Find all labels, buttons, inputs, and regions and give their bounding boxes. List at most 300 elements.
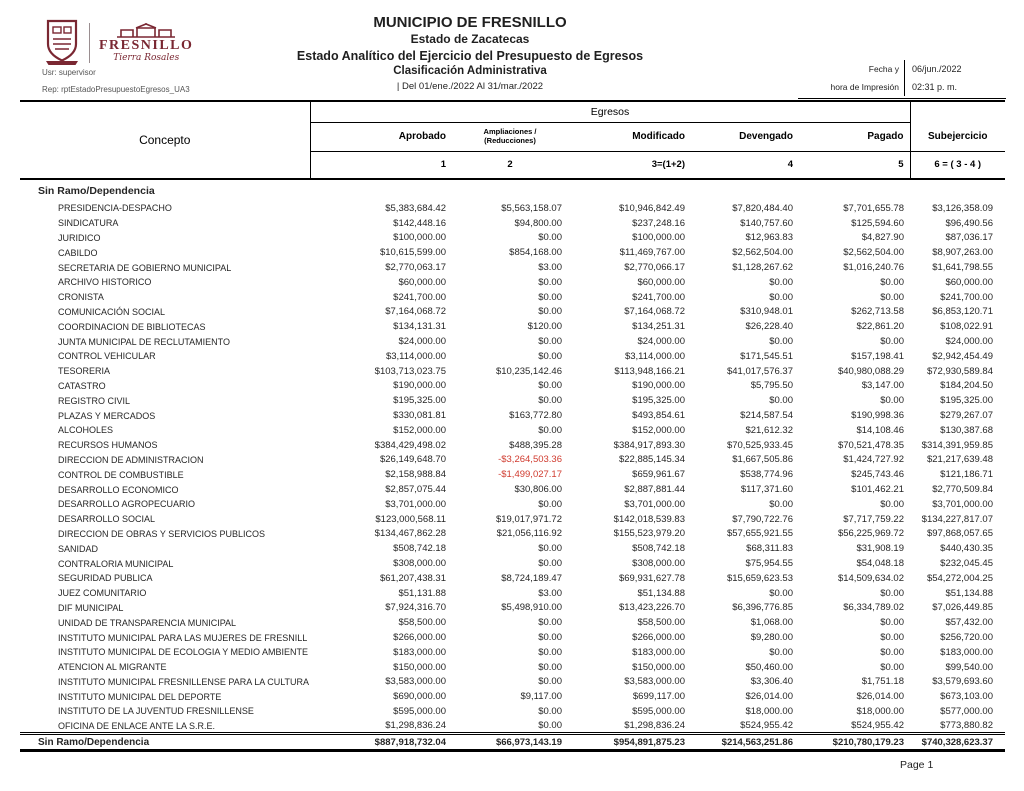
print-date-value: 06/jun./2022 bbox=[904, 60, 1006, 78]
row-value: $7,164,068.72 bbox=[385, 306, 446, 318]
col-number-5: 5 bbox=[796, 151, 910, 179]
col-header-subejercicio: Subejercicio bbox=[910, 122, 1005, 151]
row-value: $6,334,789.02 bbox=[843, 602, 904, 614]
col-number-3: 3=(1+2) bbox=[565, 151, 688, 179]
row-value: $183,000.00 bbox=[632, 646, 685, 658]
row-value: $0.00 bbox=[880, 632, 904, 643]
row-value: $5,383,684.42 bbox=[385, 202, 446, 214]
row-value: $245,743.46 bbox=[851, 469, 904, 481]
table-row bbox=[20, 719, 1005, 734]
row-value: $41,017,576.37 bbox=[726, 365, 793, 377]
row-value: $155,523,979.20 bbox=[613, 528, 685, 540]
row-value: $314,391,959.85 bbox=[921, 439, 993, 451]
table-row bbox=[20, 201, 1005, 216]
row-value: $2,942,454.49 bbox=[932, 350, 993, 362]
row-value: $31,908.19 bbox=[856, 543, 904, 555]
concept-column-header: Concepto bbox=[20, 101, 310, 179]
table-row bbox=[20, 689, 1005, 704]
row-concept: ALCOHOLES bbox=[58, 425, 114, 436]
row-concept: DIF MUNICIPAL bbox=[58, 602, 124, 613]
row-value: $2,857,075.44 bbox=[385, 484, 446, 496]
row-value: $3.00 bbox=[538, 587, 562, 599]
row-value: $2,562,504.00 bbox=[843, 247, 904, 259]
col-header-aprobado: Aprobado bbox=[398, 131, 446, 142]
row-value: $6,396,776.85 bbox=[732, 602, 793, 614]
row-value: $54,048.18 bbox=[856, 558, 904, 570]
row-concept: SEGURIDAD PUBLICA bbox=[58, 573, 153, 584]
row-value: $24,000.00 bbox=[398, 336, 446, 348]
row-value: $0.00 bbox=[538, 395, 562, 407]
row-value: $120.00 bbox=[527, 321, 562, 333]
row-value: $0.00 bbox=[538, 336, 562, 348]
col-number-6: 6 = ( 3 - 4 ) bbox=[910, 151, 1005, 179]
table-row bbox=[20, 319, 1005, 334]
col-number-2: 2 bbox=[455, 151, 565, 179]
row-value: $241,700.00 bbox=[632, 291, 685, 303]
total-aprobado: $887,918,732.04 bbox=[310, 734, 455, 751]
row-value: $0.00 bbox=[538, 498, 562, 510]
row-value: $7,026,449.85 bbox=[932, 602, 993, 614]
row-value: $134,467,862.28 bbox=[374, 528, 446, 540]
table-row bbox=[20, 334, 1005, 349]
row-value: $1,068.00 bbox=[750, 617, 793, 629]
col-header-ampliaciones bbox=[455, 122, 565, 151]
row-value: $308,000.00 bbox=[393, 558, 446, 570]
report-title: Estado Analítico del Ejercicio del Presupuesto de Egresos bbox=[296, 49, 644, 64]
title-block bbox=[170, 14, 770, 93]
building-icon bbox=[115, 23, 177, 38]
row-value: $5,795.50 bbox=[750, 380, 793, 392]
row-value: $0.00 bbox=[769, 395, 793, 407]
row-value: $0.00 bbox=[769, 646, 793, 658]
row-value: $12,963.83 bbox=[745, 232, 793, 244]
row-value: $673,103.00 bbox=[940, 691, 993, 703]
total-modificado: $954,891,875.23 bbox=[565, 734, 688, 751]
row-value: $0.00 bbox=[880, 336, 904, 348]
print-date-label: Fecha y bbox=[868, 64, 899, 74]
table-row bbox=[20, 423, 1005, 438]
row-value: $183,000.00 bbox=[393, 646, 446, 658]
row-value: $21,056,116.92 bbox=[496, 528, 562, 540]
row-value: $0.00 bbox=[880, 587, 904, 599]
row-value: $3,114,000.00 bbox=[385, 350, 446, 362]
row-value: $1,751.18 bbox=[861, 676, 904, 688]
row-value: $190,000.00 bbox=[393, 380, 446, 392]
row-value: $7,924,316.70 bbox=[385, 602, 446, 614]
row-value: $21,612.32 bbox=[745, 424, 793, 436]
row-value: $69,931,627.78 bbox=[618, 572, 685, 584]
row-value: $241,700.00 bbox=[393, 291, 446, 303]
row-concept: CONTROL DE COMBUSTIBLE bbox=[58, 469, 184, 480]
table-row bbox=[20, 497, 1005, 512]
row-concept: JURIDICO bbox=[58, 232, 101, 243]
row-concept: DIRECCION DE ADMINISTRACION bbox=[58, 454, 204, 465]
row-value: $1,298,836.24 bbox=[624, 720, 685, 732]
row-value: $61,207,438.31 bbox=[379, 572, 446, 584]
row-value: $237,248.16 bbox=[632, 217, 685, 229]
row-value: $773,880.82 bbox=[940, 720, 993, 732]
row-value: $330,081.81 bbox=[393, 410, 446, 422]
print-time-value: 02:31 p. m. bbox=[904, 78, 1006, 96]
row-value: $152,000.00 bbox=[632, 424, 685, 436]
row-value: $171,545.51 bbox=[740, 350, 793, 362]
logo-divider bbox=[89, 23, 90, 63]
table-row bbox=[20, 349, 1005, 364]
row-value: $241,700.00 bbox=[940, 291, 993, 303]
row-value: $0.00 bbox=[538, 676, 562, 688]
table-row bbox=[20, 438, 1005, 453]
table-row bbox=[20, 260, 1005, 275]
row-value: $7,164,068.72 bbox=[624, 306, 685, 318]
row-value: $142,018,539.83 bbox=[613, 513, 685, 525]
row-value: $19,017,971.72 bbox=[495, 513, 562, 525]
row-value: $60,000.00 bbox=[398, 276, 446, 288]
row-value: $140,757.60 bbox=[740, 217, 793, 229]
row-value: $125,594.60 bbox=[851, 217, 904, 229]
row-value: $2,887,881.44 bbox=[624, 484, 685, 496]
row-value: $0.00 bbox=[538, 350, 562, 362]
table-row bbox=[20, 305, 1005, 320]
row-value: $184,204.50 bbox=[940, 380, 993, 392]
row-value: $7,717,759.22 bbox=[843, 513, 904, 525]
row-value: $0.00 bbox=[880, 646, 904, 658]
row-value: $50,460.00 bbox=[745, 661, 793, 673]
table-row bbox=[20, 290, 1005, 305]
table-row bbox=[20, 660, 1005, 675]
table-row bbox=[20, 541, 1005, 556]
row-concept: RECURSOS HUMANOS bbox=[58, 440, 158, 451]
row-concept: PLAZAS Y MERCADOS bbox=[58, 410, 156, 421]
print-time-row bbox=[798, 78, 1006, 96]
row-value: $94,800.00 bbox=[514, 217, 562, 229]
row-value: $108,022.91 bbox=[940, 321, 993, 333]
row-value: $508,742.18 bbox=[632, 543, 685, 555]
row-concept: ATENCION AL MIGRANTE bbox=[58, 662, 167, 673]
row-value: $22,861.20 bbox=[856, 321, 904, 333]
table-row bbox=[20, 556, 1005, 571]
row-value: $113,948,166.21 bbox=[614, 365, 685, 377]
state-subtitle: Estado de Zacatecas bbox=[410, 32, 530, 47]
row-value: $232,045.45 bbox=[940, 558, 993, 570]
row-value: $130,387.68 bbox=[940, 424, 993, 436]
row-value: $0.00 bbox=[769, 276, 793, 288]
row-value: $72,930,589.84 bbox=[926, 365, 993, 377]
row-value: $3,701,000.00 bbox=[624, 498, 685, 510]
row-value: $3,114,000.00 bbox=[624, 350, 685, 362]
egresos-group-row bbox=[20, 101, 1005, 122]
row-value: $310,948.01 bbox=[740, 306, 793, 318]
row-value: $0.00 bbox=[538, 380, 562, 392]
table-row bbox=[20, 512, 1005, 527]
row-value: $26,014.00 bbox=[856, 691, 904, 703]
row-value: $56,225,969.72 bbox=[837, 528, 904, 540]
row-concept: ARCHIVO HISTORICO bbox=[58, 277, 152, 288]
table-row bbox=[20, 364, 1005, 379]
row-value: $10,946,842.49 bbox=[618, 202, 685, 214]
row-value: $30,806.00 bbox=[514, 484, 562, 496]
row-concept: DIRECCION DE OBRAS Y SERVICIOS PUBLICOS bbox=[58, 528, 266, 539]
row-value: $0.00 bbox=[538, 646, 562, 658]
report-meta bbox=[42, 69, 190, 103]
section-header-label: Sin Ramo/Dependencia bbox=[38, 185, 155, 197]
row-value: $58,500.00 bbox=[637, 617, 685, 629]
row-value: $279,267.07 bbox=[940, 410, 993, 422]
table-row bbox=[20, 245, 1005, 260]
total-subejercicio: $740,328,623.37 bbox=[910, 734, 1005, 751]
logo-tagline: Tierra Rosales bbox=[113, 53, 180, 63]
row-value: $214,587.54 bbox=[740, 410, 793, 422]
row-value: $134,227,817.07 bbox=[921, 513, 993, 525]
row-value: $7,790,722.76 bbox=[732, 513, 793, 525]
total-ampliaciones: $66,973,143.19 bbox=[455, 734, 565, 751]
row-value: $123,000,568.11 bbox=[375, 513, 446, 525]
table-row bbox=[20, 586, 1005, 601]
table-row bbox=[20, 467, 1005, 482]
table-row bbox=[20, 379, 1005, 394]
row-concept: DESARROLLO AGROPECUARIO bbox=[58, 499, 196, 510]
row-value: $524,955.42 bbox=[851, 720, 904, 732]
row-value: $384,429,498.02 bbox=[374, 439, 446, 451]
row-value: $0.00 bbox=[880, 395, 904, 407]
row-concept: JUNTA MUNICIPAL DE RECLUTAMIENTO bbox=[58, 336, 231, 347]
row-value: $10,615,599.00 bbox=[379, 247, 446, 259]
row-value: $1,641,798.55 bbox=[932, 262, 993, 274]
row-value: $0.00 bbox=[538, 617, 562, 629]
row-value: $0.00 bbox=[538, 661, 562, 673]
row-value: $157,198.41 bbox=[851, 350, 904, 362]
col-header-pagado: Pagado bbox=[867, 131, 904, 142]
row-value: $262,713.58 bbox=[851, 306, 904, 318]
row-value: $57,432.00 bbox=[945, 617, 993, 629]
row-value: $577,000.00 bbox=[940, 705, 993, 717]
row-value: $595,000.00 bbox=[632, 705, 685, 717]
row-value: $0.00 bbox=[538, 424, 562, 436]
print-date-row bbox=[798, 60, 1006, 78]
row-value: $4,827.90 bbox=[861, 232, 904, 244]
row-value: $57,655,921.55 bbox=[726, 528, 793, 540]
row-concept: CATASTRO bbox=[58, 380, 106, 391]
table-row bbox=[20, 601, 1005, 616]
row-concept: CONTROL VEHICULAR bbox=[58, 351, 156, 362]
row-value: $524,955.42 bbox=[740, 720, 793, 732]
row-value: $195,325.00 bbox=[393, 395, 446, 407]
row-value: $152,000.00 bbox=[393, 424, 446, 436]
row-value: $0.00 bbox=[538, 632, 562, 643]
row-value: $9,280.00 bbox=[750, 632, 793, 643]
row-concept: DESARROLLO SOCIAL bbox=[58, 514, 156, 525]
row-value: $0.00 bbox=[538, 705, 562, 717]
row-value: $87,036.17 bbox=[945, 232, 993, 244]
row-value: $190,998.36 bbox=[851, 410, 904, 422]
report-period: | Del 01/ene./2022 Al 31/mar./2022 bbox=[396, 80, 544, 92]
logo-name: FRESNILLO bbox=[99, 38, 194, 53]
row-concept: SINDICATURA bbox=[58, 218, 119, 229]
row-value: $14,108.46 bbox=[856, 424, 904, 436]
row-value: $266,000.00 bbox=[393, 632, 446, 643]
col-header-ampliaciones-line2: (Reducciones) bbox=[484, 135, 536, 145]
row-value: $0.00 bbox=[880, 617, 904, 629]
subejercicio-header-spacer bbox=[910, 101, 1005, 122]
table-row bbox=[20, 704, 1005, 719]
row-value: $690,000.00 bbox=[393, 691, 446, 703]
row-value: $5,563,158.07 bbox=[501, 202, 562, 214]
table-row bbox=[20, 571, 1005, 586]
row-value: $0.00 bbox=[769, 498, 793, 510]
row-concept: INSTITUTO MUNICIPAL PARA LAS MUJERES DE FRESNILL bbox=[58, 632, 308, 643]
row-value: $3,306.40 bbox=[750, 676, 793, 688]
table-row bbox=[20, 482, 1005, 497]
page-number: Page 1 bbox=[900, 759, 934, 771]
row-value: $18,000.00 bbox=[856, 705, 904, 717]
row-value: $2,562,504.00 bbox=[732, 247, 793, 259]
print-time-label: hora de Impresión bbox=[830, 82, 899, 92]
row-value: $11,469,767.00 bbox=[619, 247, 685, 259]
row-value: $0.00 bbox=[880, 498, 904, 510]
total-pagado: $210,780,179.23 bbox=[796, 734, 910, 751]
row-value: $440,430.35 bbox=[940, 543, 993, 555]
table-row bbox=[20, 408, 1005, 423]
row-value: $15,659,623.53 bbox=[726, 572, 793, 584]
row-value: $75,954.55 bbox=[745, 558, 793, 570]
row-value: $3,701,000.00 bbox=[385, 498, 446, 510]
table-row bbox=[20, 231, 1005, 246]
row-value: $96,490.56 bbox=[945, 217, 993, 229]
row-concept: UNIDAD DE TRANSPARENCIA MUNICIPAL bbox=[58, 617, 237, 628]
row-value: $163,772.80 bbox=[509, 410, 562, 422]
row-value: $100,000.00 bbox=[632, 232, 685, 244]
row-value: $1,424,727.92 bbox=[843, 454, 904, 466]
col-number-1: 1 bbox=[310, 151, 455, 179]
row-value: $101,462.21 bbox=[851, 484, 904, 496]
row-value: $103,713,023.75 bbox=[374, 365, 446, 377]
row-value: $2,770,509.84 bbox=[932, 484, 993, 496]
row-value: $18,000.00 bbox=[745, 705, 793, 717]
row-value: $2,158,988.84 bbox=[385, 469, 446, 481]
row-value: $5,498,910.00 bbox=[501, 602, 562, 614]
row-value: $493,854.61 bbox=[632, 410, 685, 422]
row-value: $1,016,240.76 bbox=[843, 262, 904, 274]
row-value: $134,131.31 bbox=[393, 321, 446, 333]
table-row bbox=[20, 393, 1005, 408]
row-value: $3,583,000.00 bbox=[385, 676, 446, 688]
table-row bbox=[20, 216, 1005, 231]
table-row bbox=[20, 615, 1005, 630]
row-value: $0.00 bbox=[538, 543, 562, 555]
row-value: $256,720.00 bbox=[940, 632, 993, 643]
row-value: $150,000.00 bbox=[632, 661, 685, 673]
row-concept: SECRETARIA DE GOBIERNO MUNICIPAL bbox=[58, 262, 232, 273]
row-value: $699,117.00 bbox=[632, 691, 685, 703]
col-header-devengado: Devengado bbox=[739, 131, 793, 142]
row-value: $0.00 bbox=[880, 291, 904, 303]
row-concept: INSTITUTO MUNICIPAL FRESNILLENSE PARA LA CULTURA bbox=[58, 676, 310, 687]
row-concept: INSTITUTO MUNICIPAL DEL DEPORTE bbox=[58, 691, 222, 702]
row-concept: DESARROLLO ECONOMICO bbox=[58, 484, 179, 495]
row-concept: INSTITUTO DE LA JUVENTUD FRESNILLENSE bbox=[58, 706, 254, 717]
print-info bbox=[798, 60, 1006, 99]
row-value: $266,000.00 bbox=[632, 632, 685, 643]
row-value: $0.00 bbox=[880, 276, 904, 288]
row-value: $854,168.00 bbox=[509, 247, 562, 259]
row-value: $7,701,655.78 bbox=[843, 202, 904, 214]
row-value: $195,325.00 bbox=[940, 395, 993, 407]
row-value: $538,774.96 bbox=[740, 469, 793, 481]
egresos-group-header: Egresos bbox=[310, 101, 910, 122]
classification-subtitle: Clasificación Administrativa bbox=[393, 65, 547, 78]
row-value: $100,000.00 bbox=[393, 232, 446, 244]
row-value: $659,961.67 bbox=[632, 469, 685, 481]
page-title: MUNICIPIO DE FRESNILLO bbox=[373, 14, 567, 31]
table-body bbox=[20, 179, 1005, 751]
row-value: $97,868,057.65 bbox=[926, 528, 993, 540]
row-value: $488,395.28 bbox=[509, 439, 562, 451]
row-value: $150,000.00 bbox=[393, 661, 446, 673]
municipal-crest-icon bbox=[44, 19, 80, 67]
row-value: $2,770,066.17 bbox=[624, 262, 685, 274]
row-value: $0.00 bbox=[769, 336, 793, 348]
row-value: $0.00 bbox=[538, 720, 562, 732]
row-value: $51,134.88 bbox=[945, 587, 993, 599]
col-number-4: 4 bbox=[688, 151, 796, 179]
row-value: $24,000.00 bbox=[945, 336, 993, 348]
row-concept: CRONISTA bbox=[58, 292, 104, 303]
row-value: $7,820,484.40 bbox=[732, 202, 793, 214]
row-value: $58,500.00 bbox=[398, 617, 446, 629]
row-concept: COMUNICACIÓN SOCIAL bbox=[58, 306, 166, 317]
row-value: $10,235,142.46 bbox=[495, 365, 562, 377]
total-devengado: $214,563,251.86 bbox=[688, 734, 796, 751]
table-row bbox=[20, 275, 1005, 290]
row-value: $22,885,145.34 bbox=[618, 454, 685, 466]
table-row bbox=[20, 630, 1005, 645]
row-value: $508,742.18 bbox=[393, 543, 446, 555]
row-value: $3,126,358.09 bbox=[932, 202, 993, 214]
row-value: $190,000.00 bbox=[632, 380, 685, 392]
budget-table bbox=[20, 100, 1005, 752]
row-value: $60,000.00 bbox=[945, 276, 993, 288]
row-value: -$3,264,503.36 bbox=[498, 454, 562, 466]
col-header-ampliaciones-line1: Ampliaciones / bbox=[483, 126, 537, 136]
row-value: $40,980,088.29 bbox=[837, 365, 904, 377]
row-concept: JUEZ COMUNITARIO bbox=[58, 588, 147, 599]
report-id-line: Rep: rptEstadoPresupuestoEgresos_UA3 bbox=[42, 85, 190, 94]
row-value: $99,540.00 bbox=[945, 661, 993, 673]
row-value: $14,509,634.02 bbox=[837, 572, 904, 584]
row-value: $384,917,893.30 bbox=[613, 439, 685, 451]
row-concept: CONTRALORIA MUNICIPAL bbox=[58, 558, 174, 569]
row-value: $0.00 bbox=[538, 276, 562, 288]
row-value: $51,134.88 bbox=[637, 587, 685, 599]
row-value: $26,149,648.70 bbox=[379, 454, 446, 466]
row-value: $595,000.00 bbox=[393, 705, 446, 717]
table-row bbox=[20, 453, 1005, 468]
table-row bbox=[20, 527, 1005, 542]
row-concept: REGISTRO CIVIL bbox=[58, 395, 131, 406]
row-value: $142,448.16 bbox=[393, 217, 446, 229]
row-concept: PRESIDENCIA-DESPACHO bbox=[58, 203, 172, 214]
col-header-modificado: Modificado bbox=[632, 131, 685, 142]
row-value: $0.00 bbox=[769, 587, 793, 599]
row-value: $183,000.00 bbox=[940, 646, 993, 658]
row-value: $3.00 bbox=[538, 262, 562, 274]
row-concept: CABILDO bbox=[58, 247, 98, 258]
row-value: $6,853,120.71 bbox=[932, 306, 993, 318]
row-value: $3,147.00 bbox=[861, 380, 904, 392]
row-value: $21,217,639.48 bbox=[926, 454, 993, 466]
row-value: $3,701,000.00 bbox=[932, 498, 993, 510]
row-value: $0.00 bbox=[880, 661, 904, 673]
row-value: $68,311.83 bbox=[746, 543, 793, 555]
